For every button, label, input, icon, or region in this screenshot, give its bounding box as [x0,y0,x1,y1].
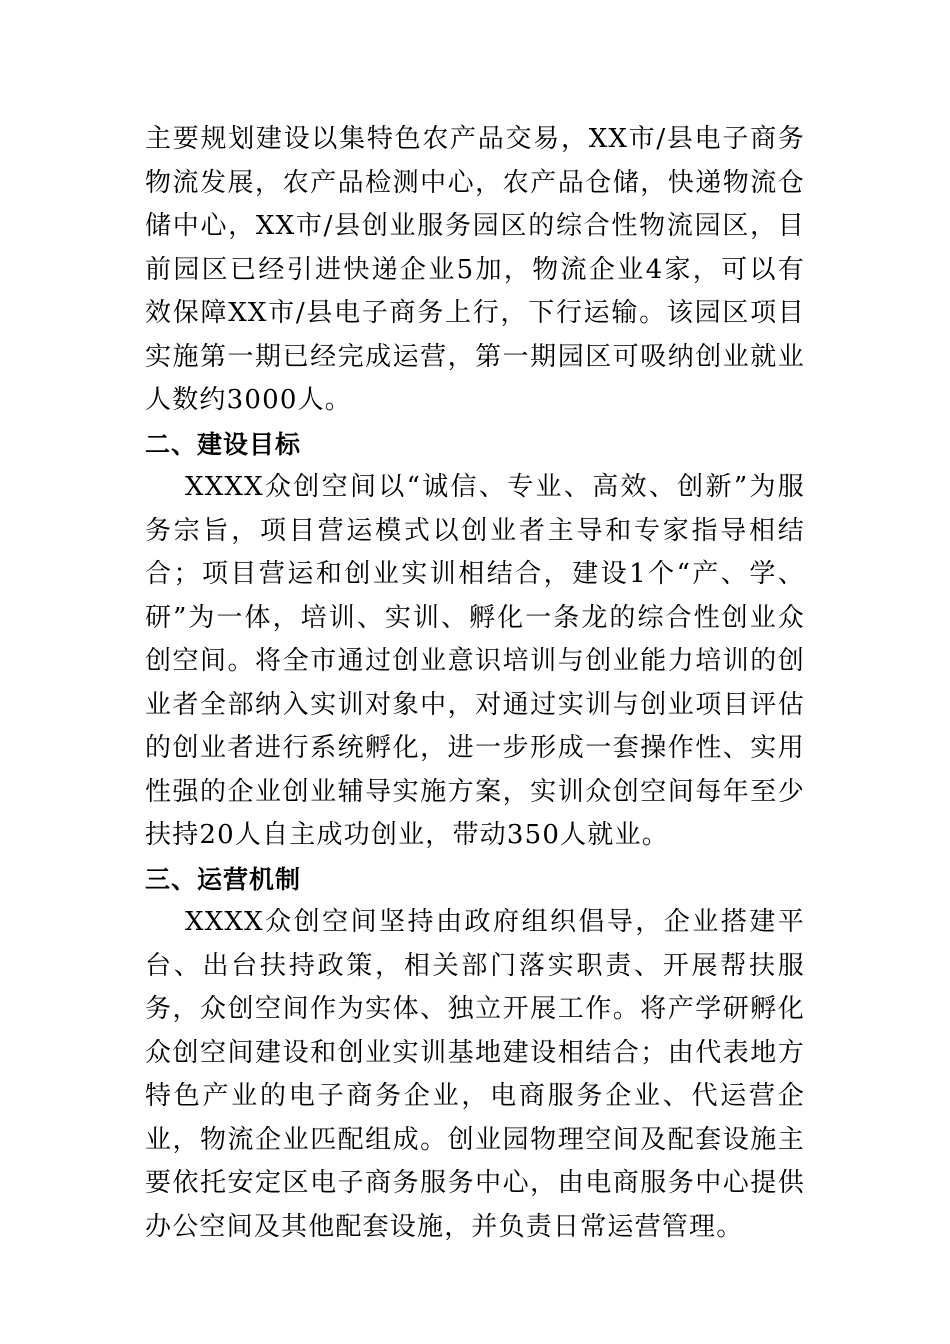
section-heading-goals: 二、建设目标 [145,429,302,459]
document-page [145,118,805,1249]
paragraph-intro: 主要规划建设以集特色农产品交易，XX市/县电子商务物流发展，农产品检测中心，农产品仓储，快递物流仓储中心，XX市/县创业服务园区的综合性物流园区，目前园区已经引进快递企业5加，物流企业4家，可以有效保障XX市/县电子商务上行，下行运输。该园区项目实施第一期已经完成运营，第一期园区可吸纳创业就业人数约3000人。 [145,124,805,415]
paragraph-goals: XXXX众创空间以“诚信、专业、高效、创新”为服务宗旨，项目营运模式以创业者主导和专家指导相结合；项目营运和创业实训相结合，建设1个“产、学、研”为一体，培训、实训、孵化一条龙的综合性创业众创空间。将全市通过创业意识培训与创业能力培训的创业者全部纳入实训对象中，对通过实训与创业项目评估的创业者进行系统孵化，进一步形成一套操作性、实用性强的企业创业辅导实施方案，实训众创空间每年至少扶持20人自主成功创业，带动350人就业。 [145,472,805,850]
paragraph-mechanism: XXXX众创空间坚持由政府组织倡导，企业搭建平台、出台扶持政策，相关部门落实职责、开展帮扶服务，众创空间作为实体、独立开展工作。将产学研孵化众创空间建设和创业实训基地建设相结合；由代表地方特色产业的电子商务企业，电商服务企业、代运营企业，物流企业匹配组成。创业园物理空间及配套设施主要依托安定区电子商务服务中心，由电商服务中心提供办公空间及其他配套设施，并负责日常运营管理。 [145,907,805,1242]
section-heading-mechanism: 三、运营机制 [145,864,302,894]
